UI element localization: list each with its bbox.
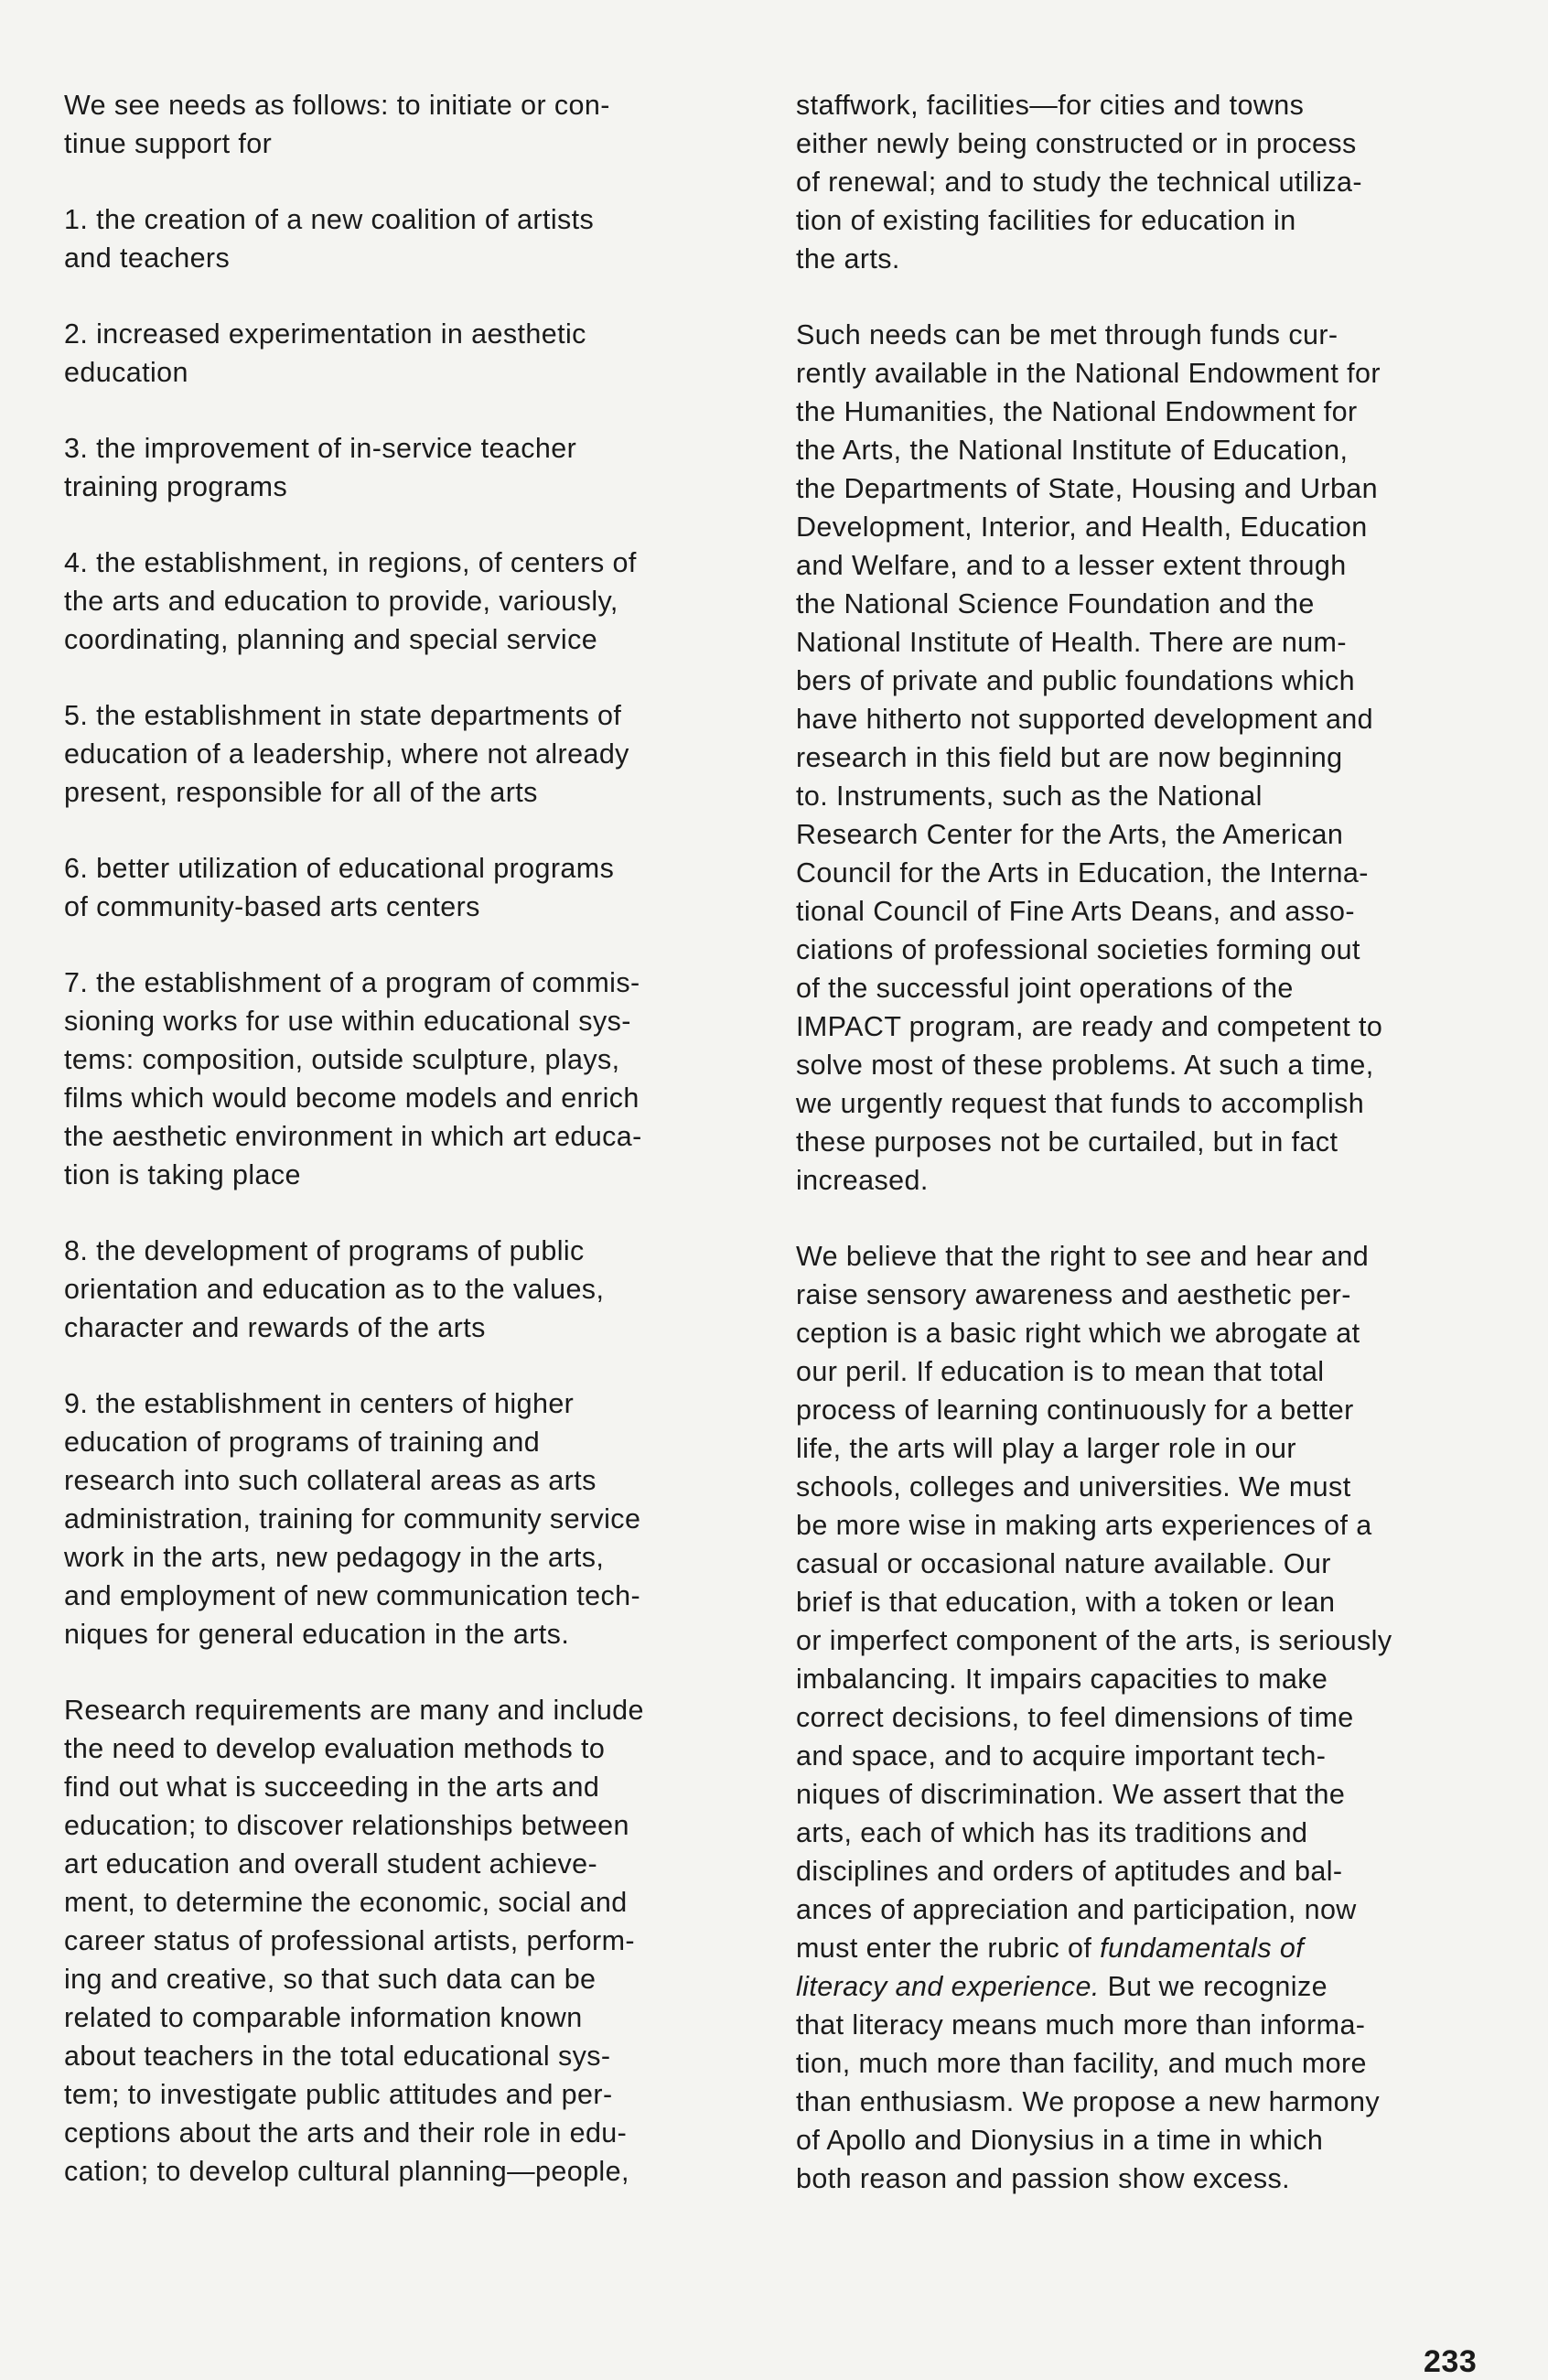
text-line: ment, to determine the economic, social and — [64, 1887, 628, 1918]
text-line: tion of existing facilities for education in — [796, 205, 1296, 236]
text-line: career status of professional artists, perform- — [64, 1925, 635, 1956]
text-line: either newly being constructed or in process — [796, 128, 1357, 159]
italic-text-segment: fundamentals of — [1100, 1933, 1305, 1964]
text-line: both reason and passion show excess. — [796, 2163, 1291, 2194]
text-line: the Humanities, the National Endowment for — [796, 396, 1358, 427]
text-line: tional Council of Fine Arts Deans, and asso- — [796, 896, 1355, 927]
text-line: 1. the creation of a new coalition of artists — [64, 204, 595, 235]
text-line: and employment of new communication tech- — [64, 1580, 641, 1611]
text-line: tems: composition, outside sculpture, plays, — [64, 1044, 620, 1075]
text-line: Development, Interior, and Health, Education — [796, 512, 1368, 543]
text-line: 4. the establishment, in regions, of centers of — [64, 547, 637, 578]
left-column — [64, 86, 741, 2191]
text-segment: must enter the rubric of — [796, 1933, 1101, 1964]
text-line: niques of discrimination. We assert that the — [796, 1779, 1346, 1810]
text-line: sioning works for use within educational sys- — [64, 1006, 631, 1037]
text-line: about teachers in the total educational sys- — [64, 2041, 611, 2072]
need-item-6 — [64, 849, 741, 926]
text-line: raise sensory awareness and aesthetic per- — [796, 1279, 1351, 1310]
text-line: Such needs can be met through funds cur- — [796, 319, 1338, 350]
text-line: that literacy means much more than informa- — [796, 2009, 1366, 2041]
intro-paragraph — [64, 86, 741, 163]
text-line: character and rewards of the arts — [64, 1312, 486, 1343]
text-line: and space, and to acquire important tech- — [796, 1740, 1327, 1772]
need-item-3 — [64, 429, 741, 506]
text-line: films which would become models and enrich — [64, 1082, 640, 1114]
page-number: 233 — [1424, 2344, 1478, 2379]
text-line: arts, each of which has its traditions and — [796, 1817, 1308, 1848]
need-item-2 — [64, 315, 741, 392]
text-line: tion is taking place — [64, 1159, 301, 1190]
text-line: disciplines and orders of aptitudes and bal- — [796, 1856, 1343, 1887]
text-line: we urgently request that funds to accomplish — [796, 1088, 1365, 1119]
text-line: schools, colleges and universities. We must — [796, 1471, 1351, 1502]
text-line: 7. the establishment of a program of commis- — [64, 967, 640, 998]
text-line: rently available in the National Endowment for — [796, 358, 1381, 389]
text-segment: But we recognize — [1099, 1971, 1328, 2002]
text-line: the need to develop evaluation methods to — [64, 1733, 606, 1764]
text-line: 5. the establishment in state departments of — [64, 700, 622, 731]
text-line: present, responsible for all of the arts — [64, 777, 538, 808]
need-item-8 — [64, 1232, 741, 1347]
text-line: correct decisions, to feel dimensions of time — [796, 1702, 1354, 1733]
text-line: Research Center for the Arts, the American — [796, 819, 1344, 850]
text-line: 9. the establishment in centers of higher — [64, 1388, 575, 1419]
text-line: education; to discover relationships between — [64, 1810, 629, 1841]
text-line: brief is that education, with a token or lean — [796, 1587, 1336, 1618]
text-line: ing and creative, so that such data can be — [64, 1964, 597, 1995]
text-line: our peril. If education is to mean that total — [796, 1356, 1325, 1387]
text-line: administration, training for community service — [64, 1503, 641, 1535]
text-line: life, the arts will play a larger role in our — [796, 1433, 1296, 1464]
need-item-9 — [64, 1384, 741, 1653]
need-item-7 — [64, 964, 741, 1194]
text-line — [796, 1929, 1491, 1967]
need-item-1 — [64, 200, 741, 277]
text-line: 8. the development of programs of public — [64, 1235, 585, 1266]
text-line: coordinating, planning and special service — [64, 624, 598, 655]
text-line: Council for the Arts in Education, the Interna- — [796, 857, 1369, 888]
text-line: of the successful joint operations of the — [796, 973, 1294, 1004]
text-line: cation; to develop cultural planning—people, — [64, 2156, 629, 2187]
text-line: education — [64, 357, 188, 388]
text-line: of renewal; and to study the technical utiliza- — [796, 167, 1362, 198]
text-line: training programs — [64, 471, 288, 502]
text-line: to. Instruments, such as the National — [796, 781, 1263, 812]
text-line: the Departments of State, Housing and Urban — [796, 473, 1379, 504]
text-line: casual or occasional nature available. Our — [796, 1548, 1331, 1579]
text-line: the Arts, the National Institute of Education, — [796, 435, 1349, 466]
text-line — [796, 1967, 1491, 2006]
text-line: National Institute of Health. There are num- — [796, 627, 1347, 658]
belief-paragraph — [796, 1237, 1491, 2198]
text-line: tinue support for — [64, 128, 273, 159]
text-line: imbalancing. It impairs capacities to make — [796, 1664, 1328, 1695]
text-line: ances of appreciation and participation, now — [796, 1894, 1357, 1925]
text-line: niques for general education in the arts. — [64, 1619, 570, 1650]
text-line: ciations of professional societies forming out — [796, 934, 1360, 965]
text-line: 2. increased experimentation in aesthetic — [64, 318, 586, 350]
text-line: of community-based arts centers — [64, 891, 480, 922]
text-line: increased. — [796, 1165, 929, 1196]
text-line: staffwork, facilities—for cities and towns — [796, 90, 1305, 121]
text-line: the aesthetic environment in which art educa- — [64, 1121, 642, 1152]
need-item-4 — [64, 544, 741, 659]
text-line: orientation and education as to the values, — [64, 1274, 605, 1305]
text-line: 6. better utilization of educational programs — [64, 853, 615, 884]
research-continuation-paragraph — [796, 86, 1491, 278]
text-line: find out what is succeeding in the arts and — [64, 1772, 600, 1803]
funding-paragraph — [796, 316, 1491, 1200]
text-line: ceptions about the arts and their role in edu- — [64, 2117, 628, 2148]
text-line: process of learning continuously for a better — [796, 1395, 1354, 1426]
text-line: research in this field but are now beginning — [796, 742, 1343, 773]
text-line: research into such collateral areas as arts — [64, 1465, 597, 1496]
right-column — [796, 86, 1491, 2198]
text-line: art education and overall student achieve- — [64, 1848, 598, 1879]
text-line: be more wise in making arts experiences of a — [796, 1510, 1372, 1541]
text-line: solve most of these problems. At such a time, — [796, 1050, 1374, 1081]
text-line: these purposes not be curtailed, but in fact — [796, 1126, 1338, 1158]
text-line: We see needs as follows: to initiate or con- — [64, 90, 610, 121]
text-line: the National Science Foundation and the — [796, 588, 1315, 619]
text-line: Research requirements are many and include — [64, 1695, 644, 1726]
text-line: of Apollo and Dionysius in a time in which — [796, 2125, 1324, 2156]
text-line: bers of private and public foundations which — [796, 665, 1356, 696]
text-line: work in the arts, new pedagogy in the arts, — [64, 1542, 605, 1573]
text-line: 3. the improvement of in-service teacher — [64, 433, 577, 464]
text-line: education of programs of training and — [64, 1427, 541, 1458]
text-line: and teachers — [64, 242, 231, 274]
text-line: and Welfare, and to a lesser extent through — [796, 550, 1347, 581]
text-line: We believe that the right to see and hear and — [796, 1241, 1370, 1272]
text-line: or imperfect component of the arts, is seriously — [796, 1625, 1392, 1656]
text-line: the arts and education to provide, variously, — [64, 586, 618, 617]
text-line: IMPACT program, are ready and competent to — [796, 1011, 1383, 1042]
text-line: tion, much more than facility, and much more — [796, 2048, 1367, 2079]
text-line: than enthusiasm. We propose a new harmony — [796, 2086, 1381, 2117]
text-line: related to comparable information known — [64, 2002, 583, 2033]
text-line: education of a leadership, where not already — [64, 738, 629, 770]
italic-text-segment: literacy and experience. — [796, 1971, 1100, 2002]
text-line: the arts. — [796, 243, 900, 275]
text-line: tem; to investigate public attitudes and per- — [64, 2079, 613, 2110]
research-paragraph — [64, 1691, 741, 2191]
need-item-5 — [64, 696, 741, 812]
text-line: ception is a basic right which we abrogate at — [796, 1318, 1360, 1349]
text-line: have hitherto not supported development and — [796, 704, 1374, 735]
